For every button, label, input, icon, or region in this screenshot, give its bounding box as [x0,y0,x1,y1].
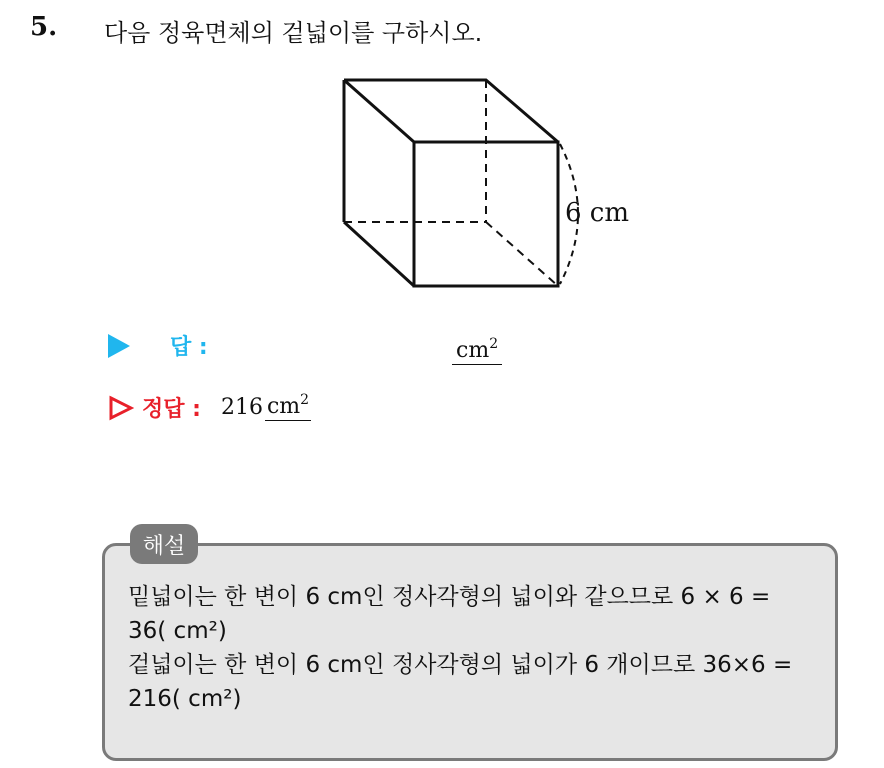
answer-unit-exponent: 2 [489,336,499,352]
explanation-line: 216( cm²) [128,686,242,712]
explanation-text [128,580,828,716]
play-triangle-icon [108,334,130,358]
cube-edge-top-left [344,80,414,142]
answer-blank[interactable] [452,338,502,365]
answer-label: 답 : [170,335,208,360]
cube-edge-bottom-left [344,222,414,286]
answer-row [108,330,208,361]
correct-answer-unit-wrap [265,394,311,421]
answer-unit: cm [456,338,490,363]
explanation-line: 밑넓이는 한 변이 6 cm인 정사각형의 넓이와 같으므로 6 × 6 = [128,584,771,610]
correct-answer-unit: cm [266,394,301,419]
explanation-line: 36( cm²) [128,618,227,644]
cube-top-face [344,80,558,142]
question-text: 다음 정육면체의 겉넓이를 구하시오. [104,19,483,47]
cube-figure [330,66,630,296]
outline-triangle-icon [108,395,134,421]
cube-hidden-depth [486,222,558,286]
edge-length-label: 6 cm [565,198,630,228]
correct-answer-unit-exponent: 2 [300,392,310,408]
explanation-tag: 해설 [130,524,198,564]
question-number: 5. [30,12,58,42]
correct-answer-label: 정답 : [142,397,201,422]
correct-answer-value: 216 [220,395,263,420]
correct-answer-row [108,392,311,423]
explanation-line: 겉넓이는 한 변이 6 cm인 정사각형의 넓이가 6 개이므로 36×6 = [128,652,793,678]
